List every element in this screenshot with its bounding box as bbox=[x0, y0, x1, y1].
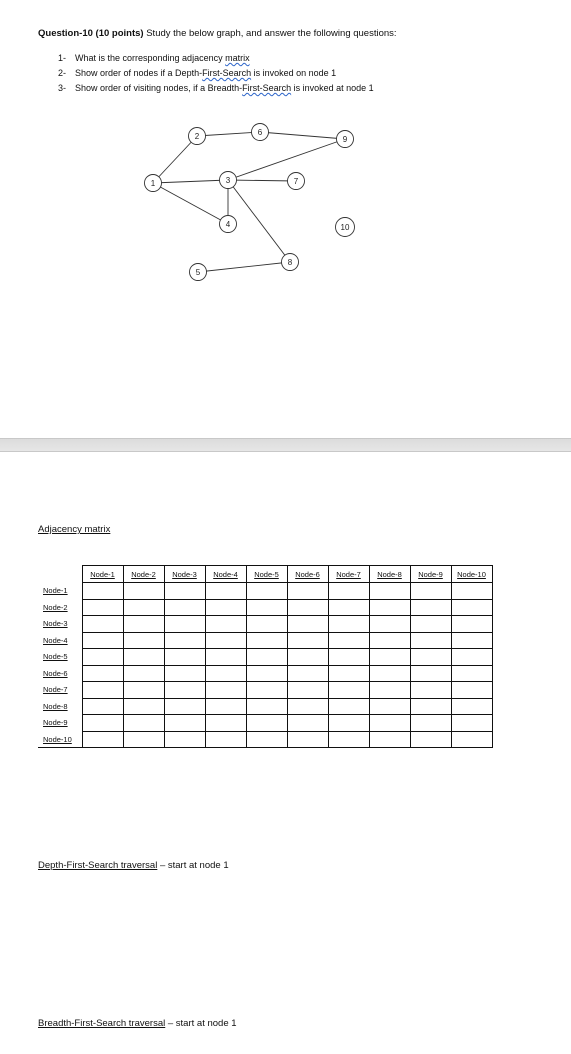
matrix-cell[interactable] bbox=[287, 616, 328, 633]
matrix-cell[interactable] bbox=[410, 698, 451, 715]
graph-edge-6-9 bbox=[260, 132, 345, 139]
matrix-cell[interactable] bbox=[246, 715, 287, 732]
matrix-cell[interactable] bbox=[451, 616, 492, 633]
matrix-row bbox=[38, 632, 492, 649]
graph-node-label: 7 bbox=[293, 177, 299, 186]
matrix-cell[interactable] bbox=[123, 698, 164, 715]
matrix-cell[interactable] bbox=[369, 731, 410, 748]
graph-node-8 bbox=[282, 254, 299, 271]
matrix-cell[interactable] bbox=[287, 715, 328, 732]
graph-edge-1-2 bbox=[153, 136, 197, 183]
item-text-post: is invoked on node 1 bbox=[251, 68, 337, 78]
graph-node-label: 6 bbox=[257, 128, 263, 137]
bfs-section bbox=[38, 1018, 237, 1029]
matrix-cell[interactable] bbox=[246, 599, 287, 616]
matrix-row-header: Node-1 bbox=[43, 586, 68, 596]
matrix-cell[interactable] bbox=[82, 731, 123, 748]
matrix-cell[interactable] bbox=[205, 682, 246, 699]
matrix-cell[interactable] bbox=[287, 682, 328, 699]
matrix-cell[interactable] bbox=[123, 632, 164, 649]
dfs-label: Depth-First-Search traversal bbox=[38, 860, 158, 871]
matrix-cell[interactable] bbox=[328, 583, 369, 600]
matrix-cell[interactable] bbox=[164, 682, 205, 699]
matrix-row bbox=[38, 599, 492, 616]
graph-node-label: 8 bbox=[287, 258, 293, 267]
matrix-cell[interactable] bbox=[246, 731, 287, 748]
graph-node-7 bbox=[288, 173, 305, 190]
graph-edge-3-7 bbox=[228, 180, 296, 181]
graph-node-label: 2 bbox=[194, 132, 200, 141]
matrix-cell[interactable] bbox=[82, 682, 123, 699]
matrix-cell[interactable] bbox=[123, 649, 164, 666]
matrix-column-header: Node-1 bbox=[82, 566, 123, 583]
matrix-cell[interactable] bbox=[287, 583, 328, 600]
matrix-cell[interactable] bbox=[246, 616, 287, 633]
matrix-cell[interactable] bbox=[123, 599, 164, 616]
matrix-column-header: Node-7 bbox=[328, 566, 369, 583]
matrix-cell[interactable] bbox=[82, 649, 123, 666]
bfs-label: Breadth-First-Search traversal bbox=[38, 1018, 166, 1029]
matrix-cell[interactable] bbox=[164, 616, 205, 633]
matrix-cell[interactable] bbox=[164, 715, 205, 732]
matrix-cell[interactable] bbox=[451, 649, 492, 666]
matrix-cell[interactable] bbox=[287, 731, 328, 748]
item-text-post: is invoked at node 1 bbox=[291, 83, 374, 93]
matrix-row-header: Node-9 bbox=[43, 718, 68, 728]
matrix-cell[interactable] bbox=[328, 731, 369, 748]
matrix-row bbox=[38, 698, 492, 715]
matrix-cell[interactable] bbox=[82, 698, 123, 715]
matrix-cell[interactable] bbox=[451, 698, 492, 715]
graph-edge-1-4 bbox=[153, 183, 228, 224]
graph-node-3 bbox=[220, 172, 237, 189]
dfs-suffix: – start at node 1 bbox=[157, 860, 229, 871]
graph-node-label: 5 bbox=[195, 268, 201, 277]
matrix-row bbox=[38, 665, 492, 682]
matrix-cell[interactable] bbox=[287, 632, 328, 649]
matrix-cell[interactable] bbox=[287, 599, 328, 616]
graph-node-label: 1 bbox=[150, 179, 156, 188]
adjacency-matrix-table bbox=[38, 565, 493, 748]
matrix-cell[interactable] bbox=[164, 665, 205, 682]
matrix-cell[interactable] bbox=[451, 731, 492, 748]
item-number: 2- bbox=[58, 68, 67, 78]
matrix-cell[interactable] bbox=[205, 698, 246, 715]
matrix-cell[interactable] bbox=[205, 649, 246, 666]
matrix-column-header: Node-5 bbox=[246, 566, 287, 583]
graph-node-1 bbox=[145, 175, 162, 192]
matrix-row bbox=[38, 715, 492, 732]
matrix-cell[interactable] bbox=[328, 649, 369, 666]
matrix-cell[interactable] bbox=[123, 682, 164, 699]
matrix-row bbox=[38, 583, 492, 600]
matrix-cell[interactable] bbox=[205, 599, 246, 616]
matrix-column-header: Node-3 bbox=[164, 566, 205, 583]
matrix-row-header: Node-10 bbox=[38, 731, 82, 748]
matrix-cell[interactable] bbox=[123, 665, 164, 682]
spell-marked-word: First-Search bbox=[202, 68, 252, 78]
matrix-column-header: Node-9 bbox=[410, 566, 451, 583]
matrix-cell[interactable] bbox=[123, 616, 164, 633]
matrix-cell[interactable] bbox=[246, 698, 287, 715]
matrix-cell[interactable] bbox=[451, 715, 492, 732]
graph-node-2 bbox=[189, 128, 206, 145]
matrix-column-header: Node-4 bbox=[205, 566, 246, 583]
matrix-cell[interactable] bbox=[246, 632, 287, 649]
matrix-cell[interactable] bbox=[328, 665, 369, 682]
graph-node-label: 3 bbox=[225, 176, 231, 185]
graph-edge-3-8 bbox=[225, 180, 290, 262]
matrix-cell[interactable] bbox=[369, 698, 410, 715]
matrix-cell[interactable] bbox=[164, 599, 205, 616]
matrix-cell[interactable] bbox=[369, 632, 410, 649]
matrix-column-header: Node-2 bbox=[123, 566, 164, 583]
matrix-cell[interactable] bbox=[164, 698, 205, 715]
matrix-cell[interactable] bbox=[205, 632, 246, 649]
matrix-row bbox=[38, 682, 492, 699]
matrix-row-header: Node-6 bbox=[43, 668, 68, 678]
matrix-row-header: Node-7 bbox=[43, 685, 68, 695]
matrix-cell[interactable] bbox=[328, 698, 369, 715]
page-2 bbox=[0, 452, 571, 1054]
page-break bbox=[0, 438, 571, 452]
matrix-column-header: Node-6 bbox=[287, 566, 328, 583]
graph-node-label: 10 bbox=[340, 223, 350, 232]
matrix-cell[interactable] bbox=[205, 665, 246, 682]
matrix-cell[interactable] bbox=[451, 682, 492, 699]
matrix-row bbox=[38, 616, 492, 633]
matrix-corner bbox=[38, 566, 82, 583]
matrix-cell[interactable] bbox=[164, 649, 205, 666]
matrix-row bbox=[38, 649, 492, 666]
matrix-row-header: Node-5 bbox=[43, 652, 68, 662]
matrix-cell[interactable] bbox=[451, 583, 492, 600]
matrix-cell[interactable] bbox=[369, 599, 410, 616]
matrix-cell[interactable] bbox=[287, 698, 328, 715]
matrix-cell[interactable] bbox=[164, 731, 205, 748]
matrix-cell[interactable] bbox=[369, 665, 410, 682]
matrix-cell[interactable] bbox=[369, 583, 410, 600]
graph-node-4 bbox=[220, 216, 237, 233]
matrix-cell[interactable] bbox=[82, 665, 123, 682]
graph-edge-2-6 bbox=[197, 132, 260, 136]
matrix-cell[interactable] bbox=[410, 682, 451, 699]
spell-marked-word: matrix bbox=[225, 53, 250, 63]
graph-node-5 bbox=[190, 264, 207, 281]
graph-edge-1-3 bbox=[153, 180, 228, 183]
matrix-cell[interactable] bbox=[82, 583, 123, 600]
adjacency-label: Adjacency matrix bbox=[38, 524, 111, 535]
matrix-cell[interactable] bbox=[82, 599, 123, 616]
matrix-cell[interactable] bbox=[328, 599, 369, 616]
matrix-cell[interactable] bbox=[205, 616, 246, 633]
matrix-column-header: Node-10 bbox=[451, 566, 492, 583]
matrix-row-header: Node-8 bbox=[43, 701, 68, 711]
matrix-cell[interactable] bbox=[82, 715, 123, 732]
matrix-cell[interactable] bbox=[164, 583, 205, 600]
matrix-cell[interactable] bbox=[328, 715, 369, 732]
matrix-cell[interactable] bbox=[410, 616, 451, 633]
matrix-row-header: Node-2 bbox=[43, 602, 68, 612]
matrix-cell[interactable] bbox=[164, 632, 205, 649]
matrix-cell[interactable] bbox=[205, 715, 246, 732]
matrix-row-header: Node-3 bbox=[43, 619, 68, 629]
matrix-cell[interactable] bbox=[246, 665, 287, 682]
item-number: 1- bbox=[58, 53, 67, 63]
matrix-cell[interactable] bbox=[246, 682, 287, 699]
graph-node-6 bbox=[252, 124, 269, 141]
matrix-cell[interactable] bbox=[82, 632, 123, 649]
matrix-cell[interactable] bbox=[328, 616, 369, 633]
matrix-column-header: Node-8 bbox=[369, 566, 410, 583]
item-text: Show order of visiting nodes, if a Breadth- bbox=[75, 83, 243, 93]
matrix-cell[interactable] bbox=[410, 649, 451, 666]
matrix-cell[interactable] bbox=[410, 599, 451, 616]
matrix-cell[interactable] bbox=[369, 682, 410, 699]
matrix-cell[interactable] bbox=[451, 599, 492, 616]
spell-marked-word: First-Search bbox=[242, 83, 292, 93]
matrix-cell[interactable] bbox=[205, 731, 246, 748]
graph-node-10 bbox=[336, 218, 355, 237]
question-title-text: Study the below graph, and answer the following questions: bbox=[143, 28, 397, 39]
dfs-section bbox=[38, 860, 229, 871]
graph-edge-5-8 bbox=[198, 262, 290, 272]
matrix-cell[interactable] bbox=[369, 715, 410, 732]
matrix-cell[interactable] bbox=[369, 649, 410, 666]
matrix-cell[interactable] bbox=[369, 616, 410, 633]
matrix-cell[interactable] bbox=[328, 682, 369, 699]
matrix-cell[interactable] bbox=[410, 583, 451, 600]
matrix-cell[interactable] bbox=[410, 665, 451, 682]
matrix-cell[interactable] bbox=[410, 632, 451, 649]
matrix-cell[interactable] bbox=[451, 665, 492, 682]
matrix-cell[interactable] bbox=[410, 731, 451, 748]
matrix-header-row bbox=[38, 566, 492, 583]
matrix-row-header: Node-4 bbox=[43, 635, 68, 645]
graph-node-label: 4 bbox=[225, 220, 231, 229]
matrix-cell[interactable] bbox=[328, 632, 369, 649]
matrix-cell[interactable] bbox=[246, 583, 287, 600]
matrix-cell[interactable] bbox=[123, 583, 164, 600]
matrix-row bbox=[38, 731, 492, 748]
item-number: 3- bbox=[58, 83, 67, 93]
page-1 bbox=[0, 0, 571, 438]
graph-diagram bbox=[0, 0, 571, 438]
matrix-cell[interactable] bbox=[287, 649, 328, 666]
item-text: What is the corresponding adjacency bbox=[75, 53, 226, 63]
matrix-cell[interactable] bbox=[123, 715, 164, 732]
bfs-suffix: – start at node 1 bbox=[165, 1018, 237, 1029]
graph-edge-3-9 bbox=[228, 139, 345, 180]
matrix-cell[interactable] bbox=[82, 616, 123, 633]
matrix-cell[interactable] bbox=[246, 649, 287, 666]
item-text: Show order of nodes if a Depth- bbox=[75, 68, 203, 78]
matrix-cell[interactable] bbox=[410, 715, 451, 732]
matrix-cell[interactable] bbox=[123, 731, 164, 748]
graph-node-label: 9 bbox=[342, 135, 348, 144]
graph-node-9 bbox=[337, 131, 354, 148]
question-title-bold: Question-10 (10 points) bbox=[38, 28, 144, 39]
matrix-cell[interactable] bbox=[205, 583, 246, 600]
matrix-cell[interactable] bbox=[287, 665, 328, 682]
matrix-cell[interactable] bbox=[451, 632, 492, 649]
